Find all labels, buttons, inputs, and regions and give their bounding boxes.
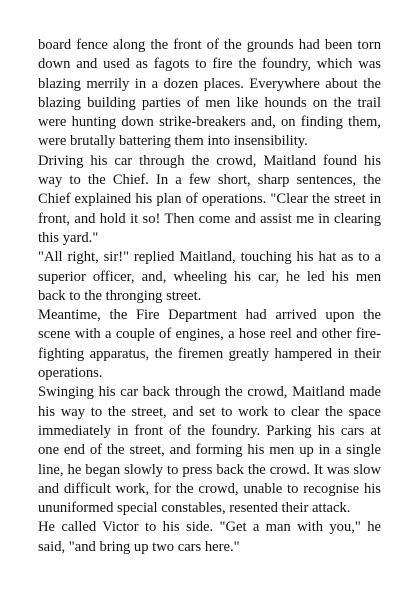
paragraph-4: Meantime, the Fire Department had arrived upon the scene with a couple of engines, a hose reel and other fire-fighting apparatus, the firemen greatly hampered in their operations. <box>38 307 381 382</box>
paragraph-2: Driving his car through the crowd, Maitland found his way to the Chief. In a few short, sharp sentences, the Chief explained his plan of operations. "Clear the street in front, and hold it so! Then come and assist me in clearing this yard." <box>38 152 381 246</box>
paragraph-6: He called Victor to his side. "Get a man with you," he said, "and bring up two cars here." <box>38 519 381 555</box>
paragraph-1: board fence along the front of the grounds had been torn down and used as fagots to fire the foundry, which was blazing merrily in a dozen places. Everywhere about the blazing building parties of men like hounds on the trail were hunting down strike-breakers and, on finding them, were brutally battering them into insensibility. <box>38 37 381 150</box>
page-text <box>38 36 381 557</box>
paragraph-5: Swinging his car back through the crowd, Maitland made his way to the street, and set to work to clear the space immediately in front of the foundry. Parking his cars at one end of the street, and forming his men up in a single line, he began slowly to press back the crowd. It was slow and difficult work, for the crowd, unable to recognise his ununiformed special constables, resented their attack. <box>38 384 381 517</box>
paragraph-3: "All right, sir!" replied Maitland, touching his hat as to a superior officer, and, wheeling his car, he led his men back to the thronging street. <box>38 249 381 304</box>
